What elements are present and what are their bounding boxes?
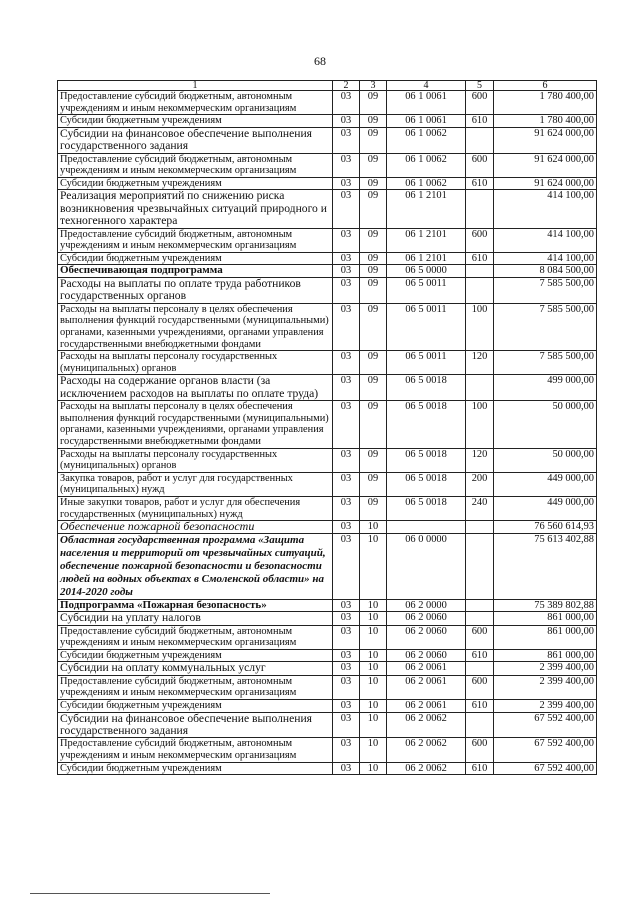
row-sum-cell: 76 560 614,93 bbox=[494, 521, 597, 534]
row-subsection-cell: 09 bbox=[360, 228, 387, 252]
table-row bbox=[58, 472, 597, 496]
row-target-article-cell: 06 2 0060 bbox=[387, 649, 466, 662]
row-sum-cell: 75 389 802,88 bbox=[494, 599, 597, 612]
scan-edge-line bbox=[30, 893, 270, 894]
row-name-cell: Предоставление субсидий бюджетным, автономным учреждениям и иным некоммерческим организациям bbox=[58, 228, 333, 252]
row-section-cell: 03 bbox=[333, 599, 360, 612]
row-section-cell: 03 bbox=[333, 762, 360, 775]
row-subsection-cell: 10 bbox=[360, 712, 387, 738]
row-expense-type-cell: 120 bbox=[466, 351, 494, 375]
row-target-article-cell: 06 5 0000 bbox=[387, 265, 466, 278]
row-section-cell: 03 bbox=[333, 496, 360, 520]
row-target-article-cell: 06 2 0062 bbox=[387, 762, 466, 775]
row-subsection-cell: 09 bbox=[360, 303, 387, 350]
row-sum-cell: 449 000,00 bbox=[494, 496, 597, 520]
row-sum-cell: 414 100,00 bbox=[494, 228, 597, 252]
table-row bbox=[58, 228, 597, 252]
row-sum-cell: 91 624 000,00 bbox=[494, 177, 597, 190]
row-name-cell: Предоставление субсидий бюджетным, автономным учреждениям и иным некоммерческим организациям bbox=[58, 625, 333, 649]
row-name-cell: Расходы на выплаты персоналу в целях обеспечения выполнения функций государственными (муниципальными) органами, казенными учреждениями, органами управления государственными внебюджетными фондами bbox=[58, 303, 333, 350]
header-row bbox=[58, 81, 597, 91]
row-target-article-cell bbox=[387, 521, 466, 534]
row-name-cell: Субсидии бюджетным учреждениям bbox=[58, 762, 333, 775]
row-target-article-cell: 06 1 0062 bbox=[387, 153, 466, 177]
header-col-2: 2 bbox=[333, 81, 360, 91]
row-sum-cell: 861 000,00 bbox=[494, 625, 597, 649]
row-section-cell: 03 bbox=[333, 277, 360, 303]
row-expense-type-cell bbox=[466, 712, 494, 738]
row-subsection-cell: 10 bbox=[360, 612, 387, 625]
row-sum-cell: 67 592 400,00 bbox=[494, 738, 597, 762]
table-row bbox=[58, 303, 597, 350]
row-sum-cell: 2 399 400,00 bbox=[494, 662, 597, 675]
row-expense-type-cell: 100 bbox=[466, 401, 494, 448]
row-subsection-cell: 09 bbox=[360, 91, 387, 115]
row-name-cell: Обеспечение пожарной безопасности bbox=[58, 521, 333, 534]
row-section-cell: 03 bbox=[333, 712, 360, 738]
row-subsection-cell: 10 bbox=[360, 521, 387, 534]
row-sum-cell: 91 624 000,00 bbox=[494, 127, 597, 153]
row-section-cell: 03 bbox=[333, 252, 360, 265]
row-target-article-cell: 06 1 0062 bbox=[387, 177, 466, 190]
row-target-article-cell: 06 5 0011 bbox=[387, 351, 466, 375]
row-target-article-cell: 06 1 2101 bbox=[387, 228, 466, 252]
table-body bbox=[58, 91, 597, 775]
row-target-article-cell: 06 5 0018 bbox=[387, 472, 466, 496]
row-name-cell: Субсидии на уплату налогов bbox=[58, 612, 333, 625]
table-row bbox=[58, 115, 597, 128]
row-expense-type-cell: 610 bbox=[466, 115, 494, 128]
row-target-article-cell: 06 5 0018 bbox=[387, 401, 466, 448]
row-expense-type-cell: 120 bbox=[466, 448, 494, 472]
row-name-cell: Расходы на содержание органов власти (за исключением расходов на выплаты по оплате труда) bbox=[58, 375, 333, 401]
row-name-cell: Иные закупки товаров, работ и услуг для обеспечения государственных (муниципальных) нужд bbox=[58, 496, 333, 520]
row-section-cell: 03 bbox=[333, 177, 360, 190]
row-subsection-cell: 09 bbox=[360, 115, 387, 128]
budget-table bbox=[57, 80, 597, 775]
row-section-cell: 03 bbox=[333, 303, 360, 350]
row-expense-type-cell: 610 bbox=[466, 762, 494, 775]
row-name-cell: Субсидии бюджетным учреждениям bbox=[58, 649, 333, 662]
row-sum-cell: 499 000,00 bbox=[494, 375, 597, 401]
row-subsection-cell: 10 bbox=[360, 533, 387, 599]
row-target-article-cell: 06 5 0011 bbox=[387, 277, 466, 303]
row-expense-type-cell bbox=[466, 375, 494, 401]
table-row bbox=[58, 401, 597, 448]
row-section-cell: 03 bbox=[333, 375, 360, 401]
row-expense-type-cell: 100 bbox=[466, 303, 494, 350]
row-sum-cell: 7 585 500,00 bbox=[494, 351, 597, 375]
row-target-article-cell: 06 2 0000 bbox=[387, 599, 466, 612]
row-name-cell: Субсидии на финансовое обеспечение выполнения государственного задания bbox=[58, 127, 333, 153]
header-col-3: 3 bbox=[360, 81, 387, 91]
row-expense-type-cell bbox=[466, 521, 494, 534]
row-subsection-cell: 09 bbox=[360, 277, 387, 303]
row-sum-cell: 861 000,00 bbox=[494, 649, 597, 662]
row-subsection-cell: 09 bbox=[360, 265, 387, 278]
row-name-cell: Реализация мероприятий по снижению риска возникновения чрезвычайных ситуаций природного и техногенного характера bbox=[58, 190, 333, 228]
table-row bbox=[58, 351, 597, 375]
table-row bbox=[58, 625, 597, 649]
row-target-article-cell: 06 2 0061 bbox=[387, 700, 466, 713]
row-target-article-cell: 06 2 0061 bbox=[387, 662, 466, 675]
table-row bbox=[58, 521, 597, 534]
row-name-cell: Обеспечивающая подпрограмма bbox=[58, 265, 333, 278]
row-sum-cell: 2 399 400,00 bbox=[494, 700, 597, 713]
row-section-cell: 03 bbox=[333, 662, 360, 675]
row-sum-cell: 414 100,00 bbox=[494, 252, 597, 265]
row-expense-type-cell: 200 bbox=[466, 472, 494, 496]
row-section-cell: 03 bbox=[333, 472, 360, 496]
row-target-article-cell: 06 2 0060 bbox=[387, 612, 466, 625]
row-subsection-cell: 10 bbox=[360, 738, 387, 762]
row-name-cell: Областная государственная программа «Защита населения и территорий от чрезвычайных ситуаций, обеспечение пожарной безопасности и безопасности людей на водных объектах в Смоленской области» на 2014-2020 годы bbox=[58, 533, 333, 599]
row-expense-type-cell: 600 bbox=[466, 228, 494, 252]
row-section-cell: 03 bbox=[333, 401, 360, 448]
row-sum-cell: 1 780 400,00 bbox=[494, 91, 597, 115]
row-name-cell: Субсидии бюджетным учреждениям bbox=[58, 700, 333, 713]
row-name-cell: Расходы на выплаты персоналу в целях обеспечения выполнения функций государственными (муниципальными) органами, казенными учреждениями, органами управления государственными внебюджетными фондами bbox=[58, 401, 333, 448]
table-row bbox=[58, 177, 597, 190]
row-expense-type-cell bbox=[466, 599, 494, 612]
row-subsection-cell: 09 bbox=[360, 448, 387, 472]
row-sum-cell: 67 592 400,00 bbox=[494, 712, 597, 738]
table-row bbox=[58, 599, 597, 612]
row-name-cell: Подпрограмма «Пожарная безопасность» bbox=[58, 599, 333, 612]
row-name-cell: Предоставление субсидий бюджетным, автономным учреждениям и иным некоммерческим организациям bbox=[58, 91, 333, 115]
row-name-cell: Расходы на выплаты персоналу государственных (муниципальных) органов bbox=[58, 351, 333, 375]
row-expense-type-cell: 600 bbox=[466, 91, 494, 115]
row-expense-type-cell: 600 bbox=[466, 675, 494, 699]
row-subsection-cell: 09 bbox=[360, 252, 387, 265]
row-sum-cell: 7 585 500,00 bbox=[494, 277, 597, 303]
header-col-5: 5 bbox=[466, 81, 494, 91]
table-row bbox=[58, 91, 597, 115]
row-target-article-cell: 06 2 0060 bbox=[387, 625, 466, 649]
row-sum-cell: 1 780 400,00 bbox=[494, 115, 597, 128]
table-row bbox=[58, 700, 597, 713]
row-sum-cell: 50 000,00 bbox=[494, 401, 597, 448]
row-target-article-cell: 06 2 0061 bbox=[387, 675, 466, 699]
row-section-cell: 03 bbox=[333, 700, 360, 713]
table-row bbox=[58, 252, 597, 265]
row-target-article-cell: 06 5 0018 bbox=[387, 448, 466, 472]
row-subsection-cell: 09 bbox=[360, 127, 387, 153]
row-target-article-cell: 06 2 0062 bbox=[387, 712, 466, 738]
row-subsection-cell: 10 bbox=[360, 700, 387, 713]
row-subsection-cell: 09 bbox=[360, 190, 387, 228]
table-row bbox=[58, 738, 597, 762]
row-name-cell: Субсидии на оплату коммунальных услуг bbox=[58, 662, 333, 675]
table-row bbox=[58, 153, 597, 177]
table-row bbox=[58, 649, 597, 662]
row-name-cell: Закупка товаров, работ и услуг для государственных (муниципальных) нужд bbox=[58, 472, 333, 496]
row-target-article-cell: 06 1 0061 bbox=[387, 115, 466, 128]
table-row bbox=[58, 190, 597, 228]
row-sum-cell: 50 000,00 bbox=[494, 448, 597, 472]
row-expense-type-cell bbox=[466, 612, 494, 625]
table-row bbox=[58, 712, 597, 738]
row-section-cell: 03 bbox=[333, 521, 360, 534]
row-expense-type-cell: 610 bbox=[466, 252, 494, 265]
table-row bbox=[58, 277, 597, 303]
row-expense-type-cell: 600 bbox=[466, 738, 494, 762]
row-expense-type-cell bbox=[466, 277, 494, 303]
row-subsection-cell: 09 bbox=[360, 351, 387, 375]
row-subsection-cell: 10 bbox=[360, 625, 387, 649]
row-section-cell: 03 bbox=[333, 649, 360, 662]
row-expense-type-cell bbox=[466, 190, 494, 228]
table-row bbox=[58, 448, 597, 472]
row-expense-type-cell: 610 bbox=[466, 700, 494, 713]
row-section-cell: 03 bbox=[333, 675, 360, 699]
row-name-cell: Предоставление субсидий бюджетным, автономным учреждениям и иным некоммерческим организациям bbox=[58, 153, 333, 177]
row-expense-type-cell bbox=[466, 265, 494, 278]
row-section-cell: 03 bbox=[333, 351, 360, 375]
row-name-cell: Расходы на выплаты персоналу государственных (муниципальных) органов bbox=[58, 448, 333, 472]
row-expense-type-cell: 610 bbox=[466, 649, 494, 662]
row-sum-cell: 67 592 400,00 bbox=[494, 762, 597, 775]
row-name-cell: Субсидии бюджетным учреждениям bbox=[58, 252, 333, 265]
row-sum-cell: 75 613 402,88 bbox=[494, 533, 597, 599]
row-subsection-cell: 09 bbox=[360, 472, 387, 496]
row-target-article-cell: 06 1 2101 bbox=[387, 252, 466, 265]
table-header bbox=[58, 81, 597, 91]
row-name-cell: Расходы на выплаты по оплате труда работников государственных органов bbox=[58, 277, 333, 303]
page-number: 68 bbox=[314, 54, 326, 68]
row-name-cell: Субсидии бюджетным учреждениям bbox=[58, 177, 333, 190]
row-target-article-cell: 06 5 0011 bbox=[387, 303, 466, 350]
row-section-cell: 03 bbox=[333, 190, 360, 228]
row-subsection-cell: 10 bbox=[360, 649, 387, 662]
row-name-cell: Субсидии бюджетным учреждениям bbox=[58, 115, 333, 128]
row-sum-cell: 91 624 000,00 bbox=[494, 153, 597, 177]
row-sum-cell: 7 585 500,00 bbox=[494, 303, 597, 350]
row-target-article-cell: 06 5 0018 bbox=[387, 375, 466, 401]
row-subsection-cell: 09 bbox=[360, 153, 387, 177]
row-expense-type-cell bbox=[466, 127, 494, 153]
header-col-6: 6 bbox=[494, 81, 597, 91]
row-name-cell: Субсидии на финансовое обеспечение выполнения государственного задания bbox=[58, 712, 333, 738]
row-target-article-cell: 06 1 2101 bbox=[387, 190, 466, 228]
row-section-cell: 03 bbox=[333, 448, 360, 472]
row-expense-type-cell: 240 bbox=[466, 496, 494, 520]
row-subsection-cell: 09 bbox=[360, 496, 387, 520]
table-row bbox=[58, 127, 597, 153]
row-section-cell: 03 bbox=[333, 625, 360, 649]
row-target-article-cell: 06 5 0018 bbox=[387, 496, 466, 520]
row-section-cell: 03 bbox=[333, 228, 360, 252]
row-subsection-cell: 10 bbox=[360, 675, 387, 699]
table-row bbox=[58, 533, 597, 599]
row-expense-type-cell bbox=[466, 662, 494, 675]
row-subsection-cell: 10 bbox=[360, 762, 387, 775]
table-row bbox=[58, 612, 597, 625]
row-expense-type-cell bbox=[466, 533, 494, 599]
row-section-cell: 03 bbox=[333, 612, 360, 625]
row-sum-cell: 414 100,00 bbox=[494, 190, 597, 228]
row-section-cell: 03 bbox=[333, 533, 360, 599]
row-expense-type-cell: 610 bbox=[466, 177, 494, 190]
row-expense-type-cell: 600 bbox=[466, 625, 494, 649]
table-row bbox=[58, 675, 597, 699]
row-subsection-cell: 09 bbox=[360, 375, 387, 401]
row-subsection-cell: 09 bbox=[360, 401, 387, 448]
row-sum-cell: 449 000,00 bbox=[494, 472, 597, 496]
row-expense-type-cell: 600 bbox=[466, 153, 494, 177]
row-sum-cell: 8 084 500,00 bbox=[494, 265, 597, 278]
row-section-cell: 03 bbox=[333, 153, 360, 177]
row-section-cell: 03 bbox=[333, 738, 360, 762]
row-sum-cell: 861 000,00 bbox=[494, 612, 597, 625]
table-row bbox=[58, 496, 597, 520]
header-col-4: 4 bbox=[387, 81, 466, 91]
row-section-cell: 03 bbox=[333, 127, 360, 153]
row-target-article-cell: 06 1 0062 bbox=[387, 127, 466, 153]
row-name-cell: Предоставление субсидий бюджетным, автономным учреждениям и иным некоммерческим организациям bbox=[58, 738, 333, 762]
table-row bbox=[58, 375, 597, 401]
row-subsection-cell: 10 bbox=[360, 662, 387, 675]
row-sum-cell: 2 399 400,00 bbox=[494, 675, 597, 699]
row-target-article-cell: 06 1 0061 bbox=[387, 91, 466, 115]
row-subsection-cell: 09 bbox=[360, 177, 387, 190]
header-col-1: 1 bbox=[58, 81, 333, 91]
row-section-cell: 03 bbox=[333, 91, 360, 115]
table-row bbox=[58, 662, 597, 675]
row-section-cell: 03 bbox=[333, 265, 360, 278]
row-target-article-cell: 06 0 0000 bbox=[387, 533, 466, 599]
table-row bbox=[58, 762, 597, 775]
row-name-cell: Предоставление субсидий бюджетным, автономным учреждениям и иным некоммерческим организациям bbox=[58, 675, 333, 699]
row-section-cell: 03 bbox=[333, 115, 360, 128]
row-target-article-cell: 06 2 0062 bbox=[387, 738, 466, 762]
table-row bbox=[58, 265, 597, 278]
row-subsection-cell: 10 bbox=[360, 599, 387, 612]
